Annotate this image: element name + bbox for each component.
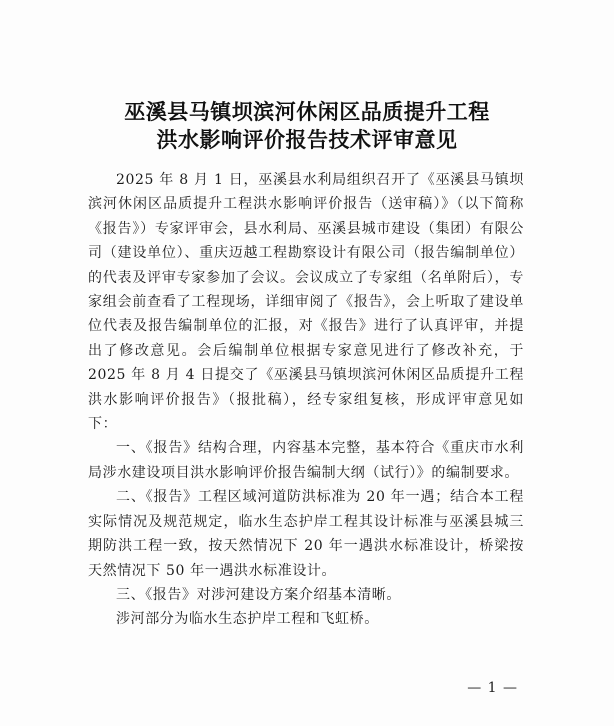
paragraph-intro: 2025 年 8 月 1 日，巫溪县水利局组织召开了《巫溪县马镇坝滨河休闲区品质提升工程洪水影响评价报告（送审稿）》（以下简称《报告》）专家评审会，县水利局、巫溪县城市建设（集团）有限公司（建设单位）、重庆迈越工程勘察设计有限公司（报告编制单位）的代表及评审专家参加了会议。会议成立了专家组（名单附后），专家组会前查看了工程现场，详细审阅了《报告》，会上听取了建设单位代表及报告编制单位的汇报，对《报告》进行了认真评审，并提出了修改意见。会后编制单位根据专家意见进行了修改补充，于 2025 年 8 月 4 日提交了《巫溪县马镇坝滨河休闲区品质提升工程洪水影响评价报告》（报批稿），经专家组复核，形成评审意见如下： xyxy=(88,172,524,433)
document-title-line2: 洪水影响评价报告技术评审意见 xyxy=(156,128,458,152)
paragraph-opinion-3: 三、《报告》对涉河建设方案介绍基本清晰。 xyxy=(116,586,401,603)
document-title-line1: 巫溪县马镇坝滨河休闲区品质提升工程 xyxy=(124,100,490,124)
paragraph-river-section: 涉河部分为临水生态护岸工程和飞虹桥。 xyxy=(116,611,379,628)
page-number: — 1 — xyxy=(467,680,518,696)
document-body xyxy=(88,168,524,632)
paragraph-opinion-2: 二、《报告》工程区域河道防洪标准为 20 年一遇；结合本工程实际情况及规范规定，临水生态护岸工程其设计标准与巫溪县城三期防洪工程一致，按天然情况下 20 年一遇洪水标准设计，桥梁按天然情况下 50 年一遇洪水标准设计。 xyxy=(88,489,524,579)
paragraph-opinion-1: 一、《报告》结构合理，内容基本完整，基本符合《重庆市水利局涉水建设项目洪水影响评价报告编制大纲（试行）》的编制要求。 xyxy=(88,440,524,481)
